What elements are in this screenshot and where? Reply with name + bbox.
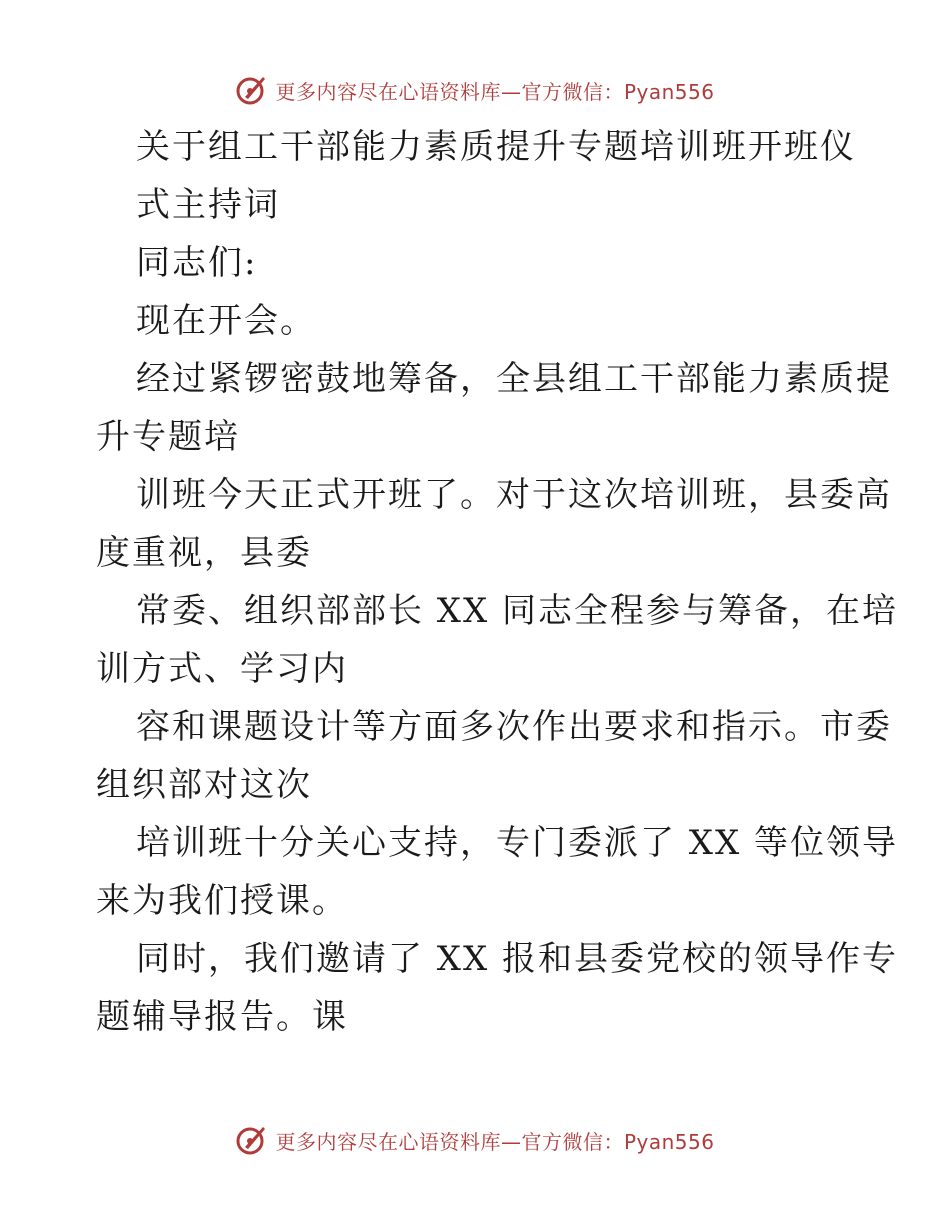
paragraph-line: 度重视，县委	[96, 533, 312, 573]
paragraph-line: 现在开会。	[136, 301, 316, 341]
paragraph-line: 训方式、学习内	[96, 649, 348, 689]
paragraph-line: 训班今天正式开班了。对于这次培训班，县委高	[136, 475, 892, 515]
paragraph-line: 培训班十分关心支持，专门委派了 XX 等位领导	[136, 823, 899, 863]
quill-pen-circle-icon	[235, 1123, 269, 1157]
quill-pen-circle-icon	[235, 73, 269, 107]
paragraph-line: 同时，我们邀请了 XX 报和县委党校的领导作专	[136, 939, 899, 979]
paragraph-line: 来为我们授课。	[96, 881, 348, 921]
footer-banner	[0, 1120, 950, 1160]
document-body	[96, 118, 899, 1046]
paragraph-line: 组织部对这次	[96, 765, 312, 805]
paragraph-line: 经过紧锣密鼓地筹备，全县组工干部能力素质提	[136, 359, 892, 399]
salutation: 同志们:	[136, 243, 258, 283]
header-banner-inner	[235, 73, 714, 107]
title-line-1: 关于组工干部能力素质提升专题培训班开班仪	[136, 127, 856, 167]
header-banner	[0, 70, 950, 110]
paragraph-line: 题辅导报告。课	[96, 997, 348, 1037]
paragraph-line: 容和课题设计等方面多次作出要求和指示。市委	[136, 707, 892, 747]
header-banner-text: 更多内容尽在心语资料库—官方微信：Pyan556	[275, 79, 715, 104]
title-line-2: 式主持词	[136, 185, 280, 225]
footer-banner-inner	[235, 1123, 714, 1157]
paragraph-line: 升专题培	[96, 417, 240, 457]
paragraph-line: 常委、组织部部长 XX 同志全程参与筹备，在培	[136, 591, 899, 631]
footer-banner-text: 更多内容尽在心语资料库—官方微信：Pyan556	[275, 1129, 715, 1154]
